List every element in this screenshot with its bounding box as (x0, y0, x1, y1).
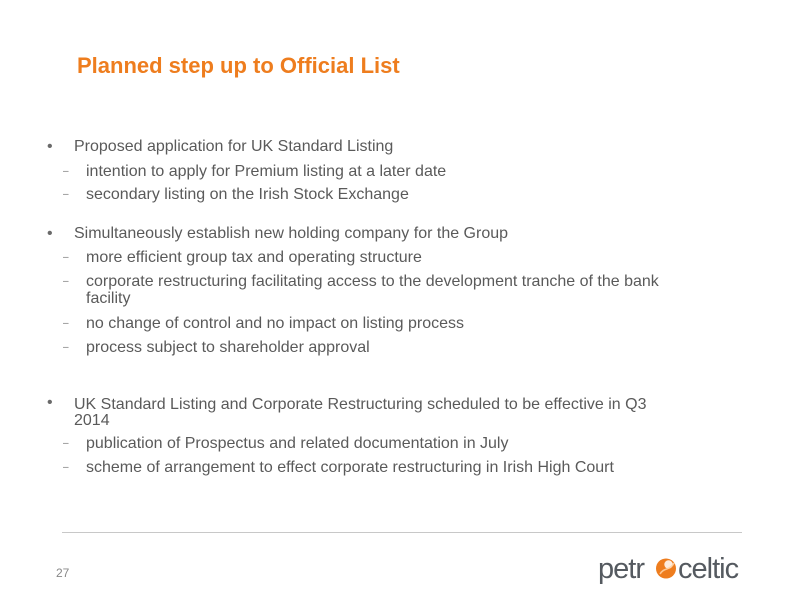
sub-bullet-2-2: corporate restructuring facilitating access to the development tranche of the bank (86, 273, 659, 290)
petroceltic-logo (598, 551, 748, 585)
bullet-dot-icon: • (47, 225, 53, 242)
sub-bullet-2-2-cont: facility (86, 290, 131, 307)
page-number: 27 (56, 566, 70, 580)
dash-icon: – (63, 166, 69, 177)
logo-text-left: petr (598, 553, 644, 585)
bullet-2: Simultaneously establish new holding company for the Group (74, 225, 509, 242)
slide-title: Planned step up to Official List (77, 53, 400, 78)
logo-flame-icon (656, 559, 676, 579)
sub-bullet-2-3: no change of control and no impact on listing process (86, 315, 465, 332)
bullet-3: UK Standard Listing and Corporate Restructuring scheduled to be effective in Q3 (74, 396, 647, 413)
footer-divider (62, 532, 742, 533)
dash-icon: – (63, 318, 69, 329)
dash-icon: – (63, 189, 69, 200)
sub-bullet-1-1: intention to apply for Premium listing at a later date (86, 163, 447, 180)
sub-bullet-3-1: publication of Prospectus and related documentation in July (86, 435, 509, 452)
logo-text-right: celtic (678, 553, 739, 585)
sub-bullet-2-1: more efficient group tax and operating structure (86, 249, 422, 266)
dash-icon: – (63, 252, 69, 263)
bullet-dot-icon: • (47, 138, 53, 155)
bullet-1: Proposed application for UK Standard Listing (74, 138, 394, 155)
sub-bullet-3-2: scheme of arrangement to effect corporate restructuring in Irish High Court (86, 459, 614, 476)
dash-icon: – (63, 438, 69, 449)
bullet-3-cont: 2014 (74, 412, 110, 429)
sub-bullet-1-2: secondary listing on the Irish Stock Exchange (86, 186, 409, 203)
bullet-dot-icon: • (47, 394, 53, 411)
dash-icon: – (63, 462, 69, 473)
dash-icon: – (63, 342, 69, 353)
sub-bullet-2-4: process subject to shareholder approval (86, 339, 370, 356)
dash-icon: – (63, 276, 69, 287)
